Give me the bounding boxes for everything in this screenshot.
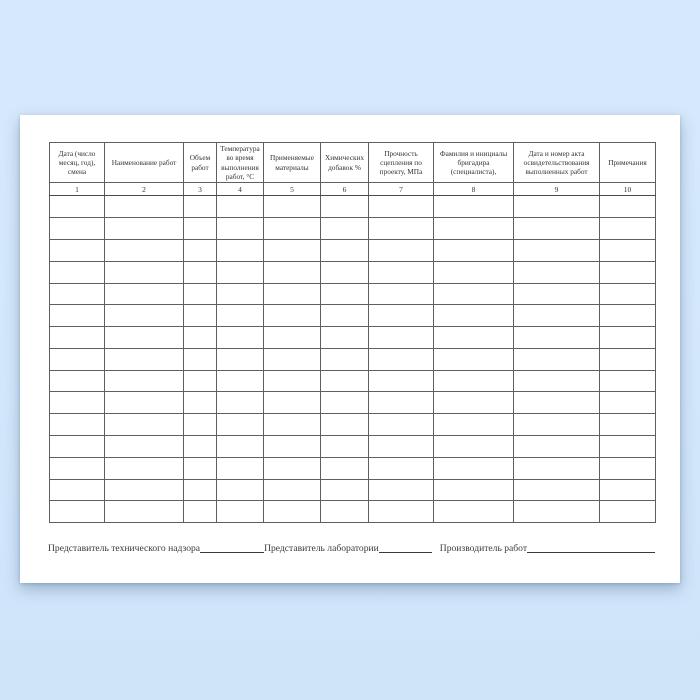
- table-cell: [514, 457, 600, 479]
- table-cell: [514, 261, 600, 283]
- table-cell: [105, 327, 184, 349]
- table-cell: [514, 392, 600, 414]
- table-cell: [434, 457, 514, 479]
- column-header-5: Применяемые материалы: [264, 143, 321, 183]
- table-cell: [321, 283, 369, 305]
- table-cell: [105, 501, 184, 523]
- table-cell: [321, 457, 369, 479]
- table-cell: [600, 436, 656, 458]
- table-cell: [434, 261, 514, 283]
- table-row: [50, 261, 656, 283]
- column-header-6: Химических добавок %: [321, 143, 369, 183]
- table-cell: [434, 392, 514, 414]
- table-cell: [50, 348, 105, 370]
- table-cell: [184, 501, 217, 523]
- signature-work-producer: [440, 543, 655, 554]
- table-cell: [514, 436, 600, 458]
- signature-laboratory-line: [379, 552, 432, 553]
- table-cell: [369, 239, 434, 261]
- table-cell: [50, 218, 105, 240]
- table-cell: [369, 261, 434, 283]
- table-cell: [184, 457, 217, 479]
- table-cell: [50, 283, 105, 305]
- table-cell: [514, 348, 600, 370]
- column-number-5: 5: [264, 183, 321, 196]
- column-number-9: 9: [514, 183, 600, 196]
- table-row: [50, 239, 656, 261]
- column-header-7: Прочность сцепления по проекту, МПа: [369, 143, 434, 183]
- table-cell: [600, 239, 656, 261]
- table-cell: [600, 457, 656, 479]
- table-cell: [184, 414, 217, 436]
- table-cell: [105, 479, 184, 501]
- table-cell: [50, 196, 105, 218]
- table-cell: [321, 261, 369, 283]
- table-cell: [369, 457, 434, 479]
- table-row: [50, 370, 656, 392]
- table-cell: [217, 479, 264, 501]
- table-cell: [434, 479, 514, 501]
- table-cell: [600, 327, 656, 349]
- table-cell: [105, 305, 184, 327]
- table-cell: [105, 261, 184, 283]
- table-cell: [514, 327, 600, 349]
- table-cell: [264, 261, 321, 283]
- table-cell: [264, 327, 321, 349]
- table-cell: [321, 239, 369, 261]
- table-cell: [369, 501, 434, 523]
- table-row: [50, 283, 656, 305]
- table-cell: [600, 348, 656, 370]
- column-number-2: 2: [105, 183, 184, 196]
- table-cell: [600, 479, 656, 501]
- table-cell: [264, 392, 321, 414]
- table-cell: [184, 305, 217, 327]
- table-cell: [321, 218, 369, 240]
- table-cell: [50, 327, 105, 349]
- table-cell: [50, 457, 105, 479]
- table-cell: [217, 239, 264, 261]
- table-cell: [514, 370, 600, 392]
- table-cell: [321, 196, 369, 218]
- table-cell: [184, 196, 217, 218]
- column-number-10: 10: [600, 183, 656, 196]
- table-cell: [264, 501, 321, 523]
- table-cell: [600, 305, 656, 327]
- table-cell: [600, 370, 656, 392]
- table-row: [50, 414, 656, 436]
- table-cell: [369, 327, 434, 349]
- table-cell: [600, 414, 656, 436]
- column-number-7: 7: [369, 183, 434, 196]
- table-cell: [105, 457, 184, 479]
- table-cell: [369, 196, 434, 218]
- table-cell: [50, 370, 105, 392]
- column-number-8: 8: [434, 183, 514, 196]
- table-cell: [321, 436, 369, 458]
- signature-row: [48, 543, 655, 554]
- table-cell: [434, 327, 514, 349]
- column-numbers-row: [50, 183, 656, 196]
- table-cell: [184, 348, 217, 370]
- table-row: [50, 327, 656, 349]
- table-cell: [105, 196, 184, 218]
- table-cell: [369, 436, 434, 458]
- table-row: [50, 305, 656, 327]
- table-cell: [105, 348, 184, 370]
- table-cell: [184, 239, 217, 261]
- table-cell: [600, 283, 656, 305]
- table-cell: [264, 370, 321, 392]
- table-cell: [264, 196, 321, 218]
- table-cell: [514, 414, 600, 436]
- table-cell: [184, 436, 217, 458]
- column-number-1: 1: [50, 183, 105, 196]
- table-cell: [321, 305, 369, 327]
- table-cell: [600, 261, 656, 283]
- table-cell: [369, 305, 434, 327]
- table-cell: [321, 392, 369, 414]
- column-headers-row: [50, 143, 656, 183]
- table-cell: [434, 239, 514, 261]
- signature-work-producer-label: Производитель работ: [439, 543, 528, 554]
- table-cell: [184, 392, 217, 414]
- column-header-2: Наименование работ: [105, 143, 184, 183]
- table-cell: [217, 283, 264, 305]
- column-header-10: Примечания: [600, 143, 656, 183]
- table-cell: [217, 327, 264, 349]
- table-cell: [369, 392, 434, 414]
- table-cell: [600, 218, 656, 240]
- table-cell: [105, 436, 184, 458]
- table-cell: [50, 392, 105, 414]
- table-cell: [434, 501, 514, 523]
- table-cell: [105, 392, 184, 414]
- table-cell: [434, 283, 514, 305]
- table-cell: [217, 392, 264, 414]
- table-cell: [50, 414, 105, 436]
- table-cell: [50, 261, 105, 283]
- table-cell: [105, 370, 184, 392]
- table-cell: [600, 196, 656, 218]
- table-cell: [434, 305, 514, 327]
- table-cell: [321, 414, 369, 436]
- table-row: [50, 348, 656, 370]
- table-cell: [321, 327, 369, 349]
- document-page: [20, 115, 680, 583]
- table-cell: [369, 283, 434, 305]
- table-cell: [369, 370, 434, 392]
- table-header: [50, 143, 656, 196]
- table-row: [50, 501, 656, 523]
- table-cell: [369, 218, 434, 240]
- table-cell: [514, 501, 600, 523]
- column-header-3: Объем работ: [184, 143, 217, 183]
- table-cell: [105, 283, 184, 305]
- table-cell: [217, 218, 264, 240]
- table-row: [50, 436, 656, 458]
- signature-laboratory-label: Представитель лаборатории: [264, 543, 379, 554]
- table-cell: [264, 457, 321, 479]
- table-cell: [264, 305, 321, 327]
- table-cell: [217, 370, 264, 392]
- table-cell: [50, 436, 105, 458]
- table-cell: [600, 501, 656, 523]
- table-cell: [514, 218, 600, 240]
- table-cell: [217, 261, 264, 283]
- table-cell: [600, 392, 656, 414]
- work-log-table: [49, 142, 656, 523]
- table-row: [50, 457, 656, 479]
- table-cell: [264, 348, 321, 370]
- signature-tech-supervisor-label: Представитель технического надзора: [48, 543, 201, 554]
- table-cell: [105, 218, 184, 240]
- column-header-4: Температура во время выполнения работ, °С: [217, 143, 264, 183]
- table-body: [50, 196, 656, 523]
- table-cell: [321, 479, 369, 501]
- table-cell: [514, 283, 600, 305]
- signature-laboratory: [264, 543, 432, 554]
- table-cell: [264, 283, 321, 305]
- table-cell: [50, 501, 105, 523]
- table-cell: [369, 414, 434, 436]
- table-row: [50, 392, 656, 414]
- table-cell: [217, 457, 264, 479]
- column-header-9: Дата и номер акта освидетельствования выполненных работ: [514, 143, 600, 183]
- signature-tech-supervisor: [48, 543, 264, 554]
- table-cell: [264, 414, 321, 436]
- table-cell: [369, 479, 434, 501]
- table-cell: [105, 239, 184, 261]
- table-cell: [434, 348, 514, 370]
- table-cell: [264, 479, 321, 501]
- table-cell: [321, 348, 369, 370]
- table-cell: [321, 501, 369, 523]
- table-cell: [514, 305, 600, 327]
- table-cell: [434, 370, 514, 392]
- column-header-8: Фамилия и инициалы бригадира (специалиста),: [434, 143, 514, 183]
- table-cell: [217, 436, 264, 458]
- table-cell: [514, 479, 600, 501]
- table-cell: [184, 218, 217, 240]
- column-header-1: Дата (число месяц, год), смена: [50, 143, 105, 183]
- table-cell: [184, 327, 217, 349]
- table-cell: [217, 305, 264, 327]
- table-cell: [369, 348, 434, 370]
- table-cell: [184, 283, 217, 305]
- signature-work-producer-line: [527, 552, 655, 553]
- table-row: [50, 479, 656, 501]
- column-number-4: 4: [217, 183, 264, 196]
- table-cell: [434, 414, 514, 436]
- table-cell: [514, 196, 600, 218]
- table-cell: [217, 348, 264, 370]
- table-cell: [264, 436, 321, 458]
- table-cell: [514, 239, 600, 261]
- column-number-3: 3: [184, 183, 217, 196]
- table-cell: [217, 414, 264, 436]
- table-cell: [184, 479, 217, 501]
- table-cell: [217, 196, 264, 218]
- table-row: [50, 218, 656, 240]
- column-number-6: 6: [321, 183, 369, 196]
- table-cell: [217, 501, 264, 523]
- table-row: [50, 196, 656, 218]
- signature-tech-supervisor-line: [200, 552, 264, 553]
- table-cell: [264, 218, 321, 240]
- table-cell: [321, 370, 369, 392]
- table-cell: [434, 436, 514, 458]
- table-cell: [184, 370, 217, 392]
- table-cell: [264, 239, 321, 261]
- table-cell: [50, 305, 105, 327]
- table-cell: [434, 218, 514, 240]
- table-cell: [50, 479, 105, 501]
- table-cell: [50, 239, 105, 261]
- table-cell: [184, 261, 217, 283]
- table-cell: [434, 196, 514, 218]
- table-cell: [105, 414, 184, 436]
